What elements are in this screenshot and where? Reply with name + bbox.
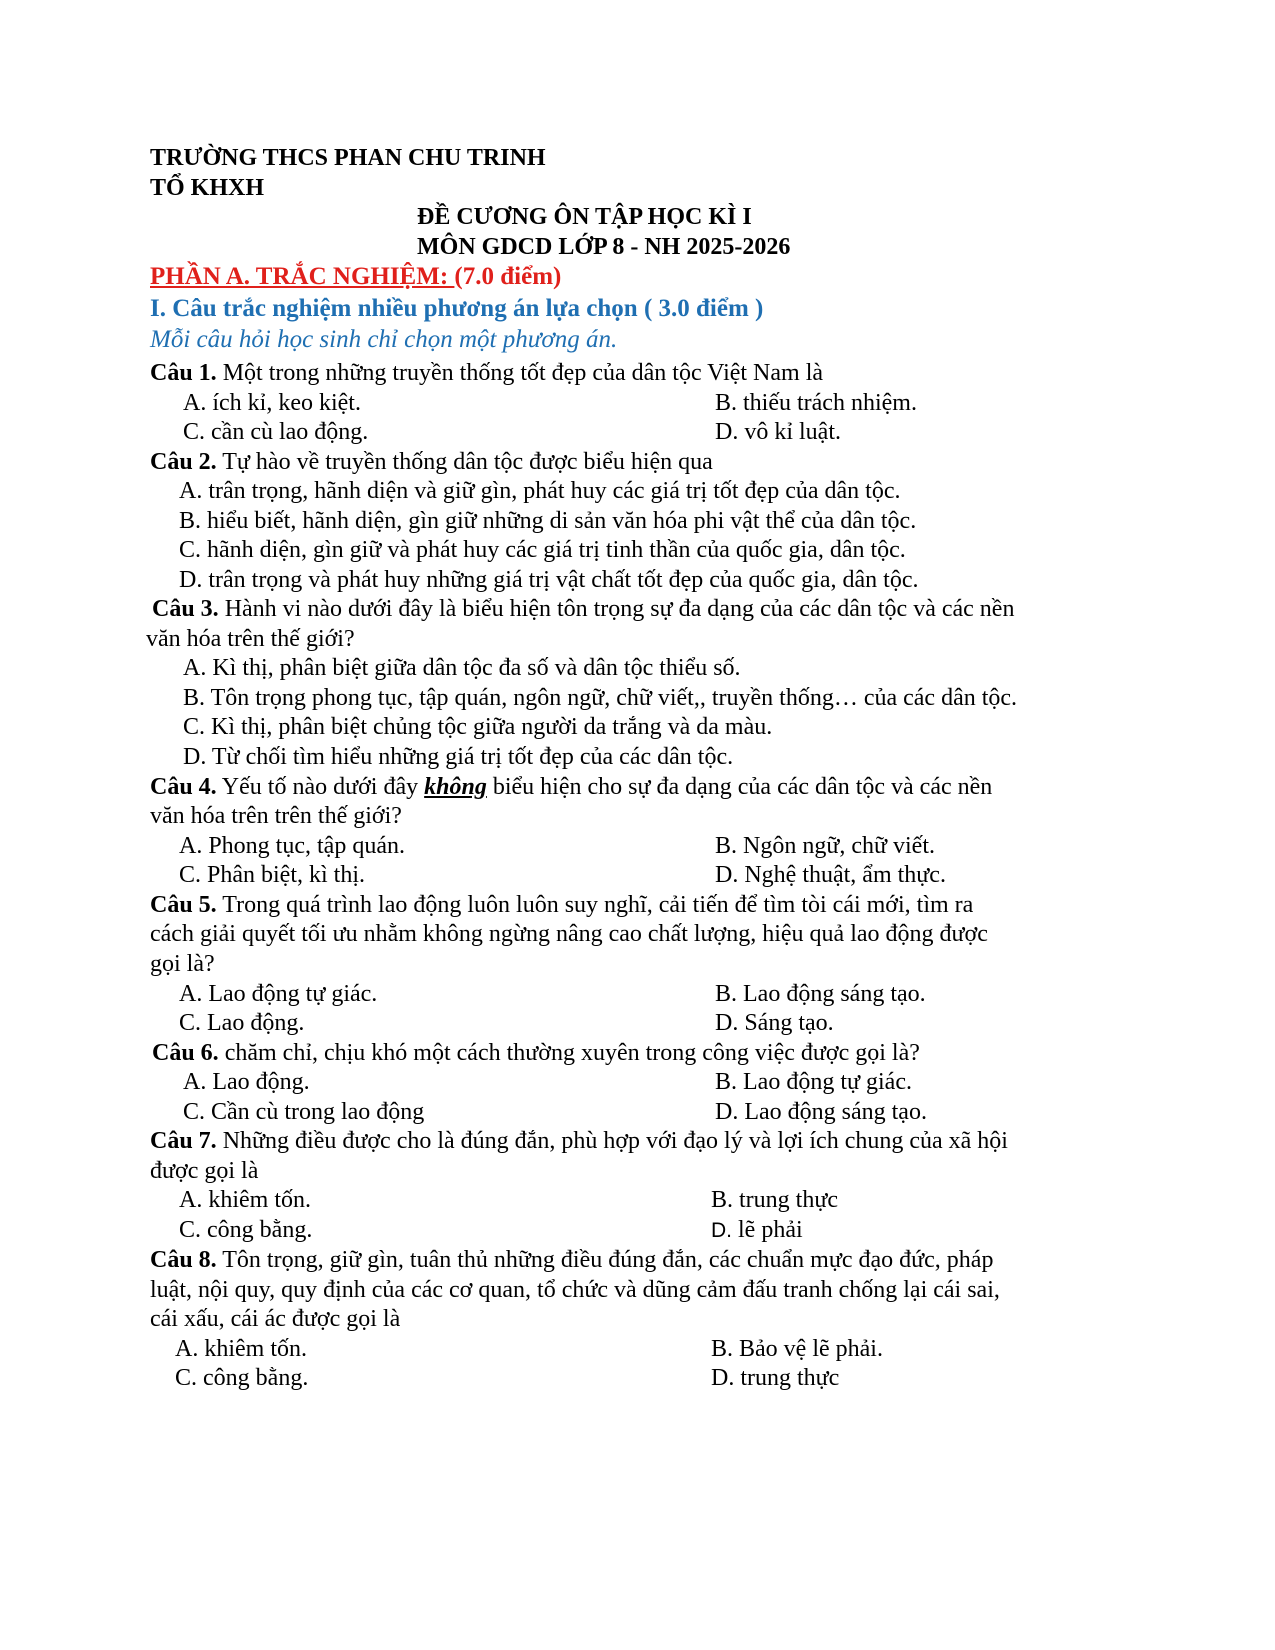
question-text: Những điều được cho là đúng đắn, phù hợp với đạo lý và lợi ích chung của xã hội [216,1128,1008,1154]
question-text: Yếu tố nào dưới đây [216,774,425,800]
question-label: Câu 1. [150,360,217,386]
question-3 [152,594,1014,624]
question-4 [150,772,992,802]
option-c: C. cần cù lao động. [183,419,369,445]
option-text: lẽ phải [732,1217,803,1243]
question-label: Câu 5. [150,892,217,918]
option-d [711,1215,803,1246]
question-text: Hành vi nào dưới đây là biểu hiện tôn trọng sự đa dạng của các dân tộc và các nền [218,596,1015,622]
question-text-continued: được gọi là [150,1158,259,1184]
question-label: Câu 6. [152,1040,219,1066]
question-text: biểu hiện cho sự đa dạng của các dân tộc và các nền [486,774,993,800]
option-c: C. hãnh diện, gìn giữ và phát huy các giá trị tinh thần của quốc gia, dân tộc. [179,537,906,563]
option-b: B. Bảo vệ lẽ phải. [711,1336,883,1362]
option-b: B. Lao động sáng tạo. [715,981,926,1007]
option-c: C. Lao động. [179,1010,305,1036]
question-text: Một trong những truyền thống tốt đẹp của dân tộc Việt Nam là [216,360,824,386]
question-text-continued: văn hóa trên thế giới? [146,626,355,652]
question-text: chăm chỉ, chịu khó một cách thường xuyên trong công việc được gọi là? [218,1040,920,1066]
option-b: B. Tôn trọng phong tục, tập quán, ngôn ngữ, chữ viết,, truyền thống… của các dân tộc. [183,685,1018,711]
question-text-continued: văn hóa trên trên thế giới? [150,803,402,829]
question-text: Trong quá trình lao động luôn luôn suy nghĩ, cải tiến để tìm tòi cái mới, tìm ra [216,892,974,918]
option-a: A. Lao động tự giác. [179,981,378,1007]
option-letter: D. [711,1219,732,1242]
option-c: C. Cần cù trong lao động [183,1099,425,1125]
option-d: D. Lao động sáng tạo. [715,1099,927,1125]
question-keyword: không [424,774,487,800]
question-text-continued: gọi là? [150,951,215,977]
section-1-title: I. Câu trắc nghiệm nhiều phương án lựa chọn ( 3.0 điểm ) [150,295,764,322]
document-title: ĐỀ CƯƠNG ÔN TẬP HỌC KÌ I [417,204,752,230]
option-b: B. hiểu biết, hãnh diện, gìn giữ những di sản văn hóa phi vật thể của dân tộc. [179,508,917,534]
question-8 [150,1245,993,1275]
document-subtitle: MÔN GDCD LỚP 8 - NH 2025-2026 [417,234,791,260]
option-d: D. Từ chối tìm hiểu những giá trị tốt đẹp của các dân tộc. [183,744,734,770]
option-b: B. Ngôn ngữ, chữ viết. [715,833,935,859]
part-a-points: (7.0 điểm) [454,263,562,290]
question-label: Câu 3. [152,596,219,622]
question-label: Câu 7. [150,1128,217,1154]
question-text-continued: luật, nội quy, quy định của các cơ quan, tổ chức và dũng cảm đấu tranh chống lại cái sai, [150,1277,1000,1303]
option-b: B. thiếu trách nhiệm. [715,390,917,416]
option-b: B. trung thực [711,1187,838,1213]
option-a: A. ích kỉ, keo kiệt. [183,390,361,416]
option-a: A. khiêm tốn. [175,1336,307,1362]
question-text-continued: cách giải quyết tối ưu nhằm không ngừng nâng cao chất lượng, hiệu quả lao động được [150,921,988,947]
option-c: C. công bằng. [175,1365,309,1391]
option-a: A. trân trọng, hãnh diện và giữ gìn, phát huy các giá trị tốt đẹp của dân tộc. [179,478,901,504]
question-label: Câu 2. [150,449,217,475]
part-a-heading [150,262,561,292]
option-d: D. trân trọng và phát huy những giá trị vật chất tốt đẹp của quốc gia, dân tộc. [179,567,919,593]
option-b: B. Lao động tự giác. [715,1069,912,1095]
school-name: TRƯỜNG THCS PHAN CHU TRINH [150,145,546,171]
question-text: Tôn trọng, giữ gìn, tuân thủ những điều đúng đắn, các chuẩn mực đạo đức, pháp [216,1247,994,1273]
part-a-title: PHẦN A. TRẮC NGHIỆM: [150,263,455,290]
option-a: A. Phong tục, tập quán. [179,833,405,859]
question-1 [150,358,823,388]
question-label: Câu 8. [150,1247,217,1273]
question-7 [150,1126,1008,1156]
option-d: D. Sáng tạo. [715,1010,834,1036]
question-label: Câu 4. [150,774,217,800]
option-c: C. công bằng. [179,1217,313,1243]
option-c: C. Kì thị, phân biệt chủng tộc giữa người da trắng và da màu. [183,714,773,740]
question-2 [150,447,713,477]
section-instruction: Mỗi câu hỏi học sinh chỉ chọn một phương án. [150,326,618,353]
option-a: A. Lao động. [183,1069,310,1095]
option-a: A. khiêm tốn. [179,1187,311,1213]
question-6 [152,1038,920,1068]
question-5 [150,890,973,920]
option-d: D. trung thực [711,1365,840,1391]
option-d: D. Nghệ thuật, ẩm thực. [715,862,946,888]
option-a: A. Kì thị, phân biệt giữa dân tộc đa số và dân tộc thiểu số. [183,655,741,681]
question-text: Tự hào về truyền thống dân tộc được biểu hiện qua [216,449,713,475]
question-text-continued: cái xấu, cái ác được gọi là [150,1306,401,1332]
option-d: D. vô kỉ luật. [715,419,841,445]
department-name: TỔ KHXH [150,175,265,201]
option-c: C. Phân biệt, kì thị. [179,862,365,888]
